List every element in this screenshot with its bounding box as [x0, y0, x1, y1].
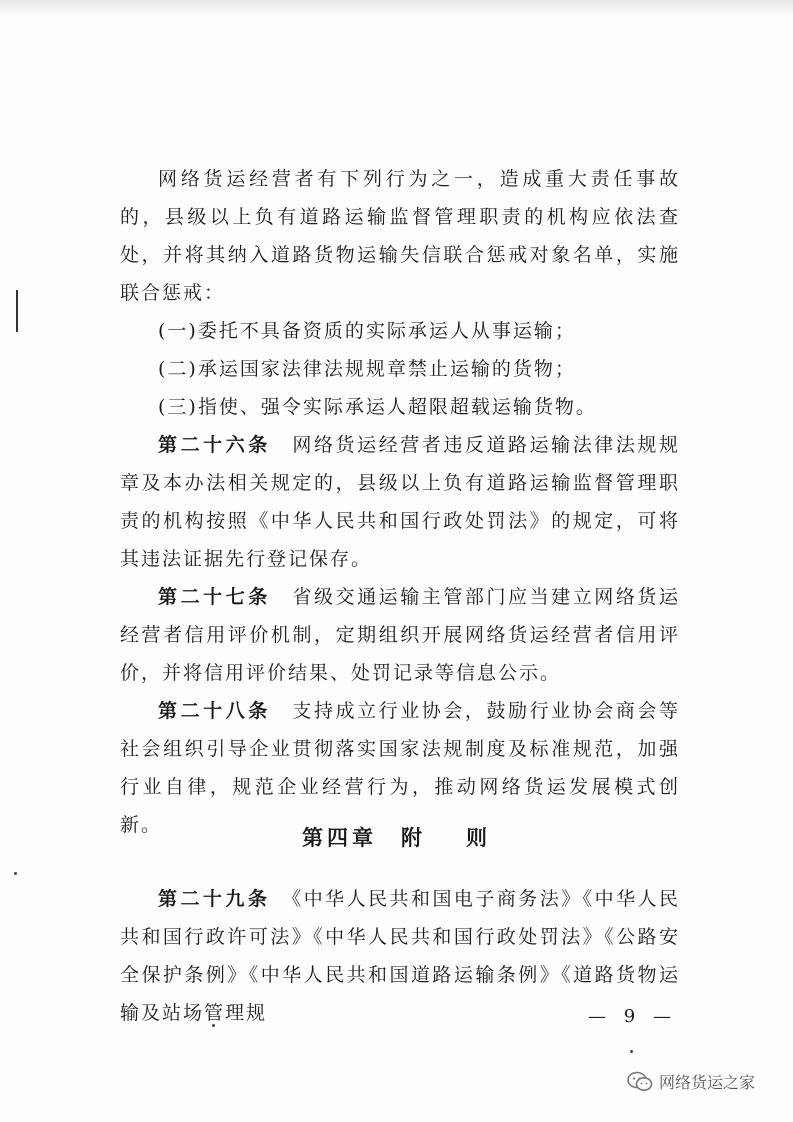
scan-top-edge	[0, 0, 793, 18]
article-29-title: 第二十九条	[158, 888, 271, 910]
article-27-title: 第二十七条	[158, 586, 271, 608]
article-27	[120, 578, 680, 692]
article-29-body: 《中华人民共和国电子商务法》《中华人民共和国行政许可法》《中华人民共和国行政处罚法》《公路安全保护条例》《中华人民共和国道路运输条例》《道路货物运输及站场管理规	[120, 888, 680, 1024]
watermark	[627, 1070, 755, 1093]
page-number: — 9 —	[588, 1006, 677, 1027]
chapter-word-2: 则	[466, 826, 491, 850]
watermark-text: 网络货运之家	[658, 1073, 755, 1092]
article-26	[120, 426, 680, 578]
wechat-icon	[627, 1071, 653, 1093]
scan-speck	[630, 1050, 633, 1053]
article-28-title: 第二十八条	[158, 700, 271, 722]
article-26-title: 第二十六条	[158, 434, 271, 456]
scan-speck	[14, 872, 17, 875]
article-27-body: 省级交通运输主管部门应当建立网络货运经营者信用评价机制，定期组织开展网络货运经营者信用评价，并将信用评价结果、处罚记录等信息公示。	[120, 586, 680, 684]
article-26-body: 网络货运经营者违反道路运输法律法规规章及本办法相关规定的，县级以上负有道路运输监督管理职责的机构按照《中华人民共和国行政处罚法》的规定，可将其违法证据先行登记保存。	[120, 434, 680, 570]
list-item-1: (一)委托不具备资质的实际承运人从事运输；	[158, 320, 576, 342]
list-item-2: (二)承运国家法律法规规章禁止运输的货物；	[158, 358, 576, 380]
chapter-word-1: 附	[401, 826, 426, 850]
chapter-heading	[0, 822, 793, 852]
paragraph-1: 网络货运经营者有下列行为之一，造成重大责任事故的，县级以上负有道路运输监督管理职责的机构应依法查处，并将其纳入道路货物运输失信联合惩戒对象名单，实施联合惩戒：	[120, 168, 680, 304]
margin-mark	[16, 290, 18, 332]
list-item-3: (三)指使、强令实际承运人超限超载运输货物。	[158, 396, 597, 418]
body-text	[120, 160, 680, 844]
article-28-body: 支持成立行业协会，鼓励行业协会商会等社会组织引导企业贯彻落实国家法规制度及标准规范，加强行业自律，规范企业经营行为，推动网络货运发展模式创新。	[120, 700, 680, 836]
chapter-number: 第四章	[302, 826, 377, 850]
